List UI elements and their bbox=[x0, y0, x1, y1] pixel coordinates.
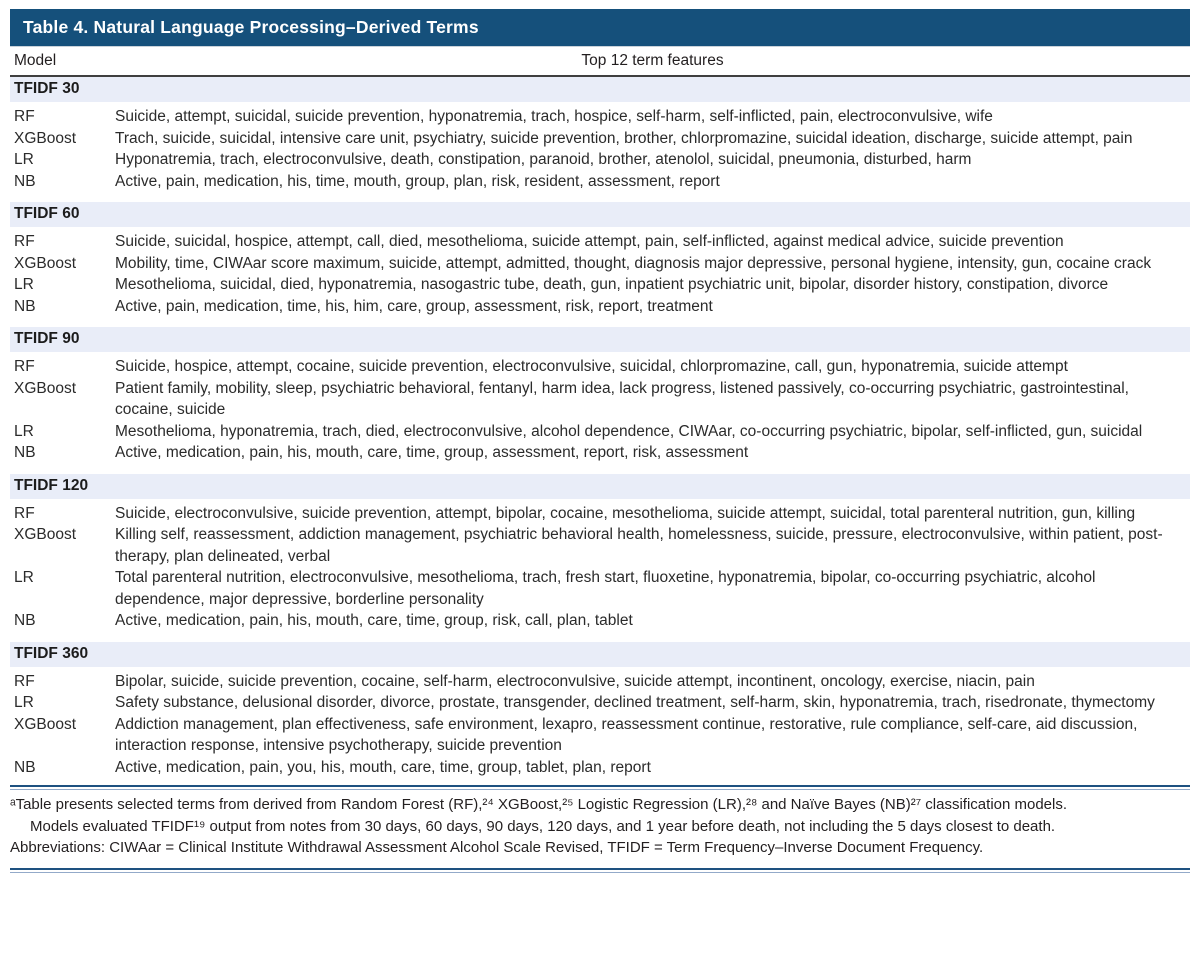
section-header: TFIDF 120 bbox=[10, 474, 1190, 499]
section-rows bbox=[10, 352, 1190, 467]
section-rows bbox=[10, 227, 1190, 320]
section-rows bbox=[10, 499, 1190, 635]
terms-cell: Hyponatremia, trach, electroconvulsive, death, constipation, paranoid, brother, atenolol, suicidal, pneumonia, disturbed, harm bbox=[115, 151, 972, 168]
section-header: TFIDF 360 bbox=[10, 642, 1190, 667]
table-row bbox=[10, 378, 1190, 421]
table-title: Table 4. Natural Language Processing–Derived Terms bbox=[23, 17, 479, 37]
table-row bbox=[10, 524, 1190, 567]
table-row bbox=[10, 253, 1190, 275]
table-row bbox=[10, 171, 1190, 193]
terms-cell: Active, medication, pain, his, mouth, care, time, group, risk, call, plan, tablet bbox=[115, 612, 633, 629]
table-row bbox=[10, 671, 1190, 693]
table-row bbox=[10, 149, 1190, 171]
terms-cell: Patient family, mobility, sleep, psychiatric behavioral, fentanyl, harm idea, lack progress, listened passively, co-occurring psychiatric, gastrointestinal, cocaine, suicide bbox=[115, 379, 1129, 418]
model-cell: NB bbox=[14, 172, 36, 190]
table-row bbox=[10, 567, 1190, 610]
model-cell: RF bbox=[14, 108, 35, 125]
terms-cell: Total parenteral nutrition, electroconvulsive, mesothelioma, trach, fresh start, fluoxetine, hyponatremia, bipolar, co-occurring psychiatric, alcohol dependence, major depressive, borderline personality bbox=[115, 569, 1096, 608]
table-row bbox=[10, 757, 1190, 779]
model-cell: LR bbox=[14, 422, 34, 440]
model-cell: XGBoost bbox=[14, 379, 77, 397]
model-cell: LR bbox=[14, 151, 34, 168]
column-header-features: Top 12 term features bbox=[581, 52, 724, 69]
section-rows bbox=[10, 667, 1190, 782]
terms-cell: Suicide, hospice, attempt, cocaine, suicide prevention, electroconvulsive, suicidal, chlorpromazine, call, gun, hyponatremia, suicide attempt bbox=[115, 358, 1068, 375]
terms-cell: Trach, suicide, suicidal, intensive care unit, psychiatry, suicide prevention, brother, chlorpromazine, suicidal ideation, discharge, suicide attempt, pain bbox=[115, 129, 1133, 147]
table-row bbox=[10, 274, 1190, 296]
table-row bbox=[10, 231, 1190, 253]
model-cell: RF bbox=[14, 672, 35, 690]
table-row bbox=[10, 692, 1190, 714]
terms-cell: Active, pain, medication, his, time, mouth, group, plan, risk, resident, assessment, report bbox=[115, 172, 720, 190]
terms-cell: Suicide, attempt, suicidal, suicide prevention, hyponatremia, trach, hospice, self-harm, self-inflicted, pain, electroconvulsive, wife bbox=[115, 108, 993, 125]
terms-cell: Killing self, reassessment, addiction management, psychiatric behavioral health, homelessness, suicide, pressure, electroconvulsive, within patient, post-therapy, plan delineated, verbal bbox=[115, 526, 1163, 565]
footnote-line-2: Models evaluated TFIDF¹⁹ output from notes from 30 days, 60 days, 90 days, 120 days, and 1 year before death, not including the 5 days closest to death. bbox=[30, 817, 1056, 835]
table-row bbox=[10, 442, 1190, 464]
table-row bbox=[10, 296, 1190, 318]
tfidf-section-90 bbox=[10, 327, 1190, 467]
footnote-line-3: Abbreviations: CIWAar = Clinical Institute Withdrawal Assessment Alcohol Scale Revised, TFIDF = Term Frequency–Inverse Document Frequency. bbox=[10, 839, 984, 856]
tfidf-section-60 bbox=[10, 202, 1190, 320]
terms-cell: Mobility, time, CIWAar score maximum, suicide, attempt, admitted, thought, diagnosis major depressive, personal hygiene, intensity, gun, cocaine crack bbox=[115, 254, 1152, 272]
table-row bbox=[10, 503, 1190, 525]
model-cell: XGBoost bbox=[14, 715, 77, 733]
table-row bbox=[10, 421, 1190, 443]
terms-cell: Mesothelioma, suicidal, died, hyponatremia, nasogastric tube, death, gun, inpatient psychiatric unit, bipolar, disorder history, constipation, divorce bbox=[115, 276, 1109, 293]
model-cell: RF bbox=[14, 233, 35, 250]
model-cell: RF bbox=[14, 504, 35, 522]
section-header: TFIDF 90 bbox=[10, 327, 1190, 352]
model-cell: XGBoost bbox=[14, 254, 77, 272]
terms-cell: Addiction management, plan effectiveness, safe environment, lexapro, reassessment continue, restorative, rule compliance, self-care, aid discussion, interaction response, intensive psychotherapy, suicide prevention bbox=[115, 715, 1138, 754]
section-rows bbox=[10, 102, 1190, 195]
section-header: TFIDF 30 bbox=[10, 77, 1190, 102]
model-cell: RF bbox=[14, 358, 35, 375]
model-cell: NB bbox=[14, 758, 36, 776]
model-cell: LR bbox=[14, 694, 34, 711]
table-footnotes bbox=[10, 790, 1190, 864]
model-cell: NB bbox=[14, 297, 36, 315]
table-row bbox=[10, 610, 1190, 632]
model-cell: XGBoost bbox=[14, 129, 77, 147]
section-header: TFIDF 60 bbox=[10, 202, 1190, 227]
model-cell: NB bbox=[14, 612, 36, 629]
table-row bbox=[10, 714, 1190, 757]
footnote-line-1: ᵃTable presents selected terms from derived from Random Forest (RF),²⁴ XGBoost,²⁵ Logistic Regression (LR),²⁸ and Naïve Bayes (NB)²⁷ classification models. bbox=[10, 796, 1068, 813]
terms-cell: Suicide, suicidal, hospice, attempt, call, died, mesothelioma, suicide attempt, pain, self-inflicted, against medical advice, suicide prevention bbox=[115, 233, 1064, 250]
model-cell: LR bbox=[14, 276, 34, 293]
table-title-bar bbox=[10, 9, 1190, 47]
terms-cell: Mesothelioma, hyponatremia, trach, died, electroconvulsive, alcohol dependence, CIWAar, co-occurring psychiatric, bipolar, self-inflicted, gun, suicidal bbox=[115, 422, 1143, 440]
terms-cell: Active, pain, medication, time, his, him, care, group, assessment, risk, report, treatment bbox=[115, 297, 713, 315]
terms-cell: Bipolar, suicide, suicide prevention, cocaine, self-harm, electroconvulsive, suicide attempt, incontinent, oncology, exercise, niacin, pain bbox=[115, 672, 1035, 690]
table-row bbox=[10, 106, 1190, 128]
model-cell: LR bbox=[14, 569, 34, 586]
column-header-row bbox=[10, 47, 1190, 77]
model-cell: XGBoost bbox=[14, 526, 77, 543]
model-cell: NB bbox=[14, 444, 36, 461]
column-header-model: Model bbox=[14, 52, 57, 69]
table-row bbox=[10, 356, 1190, 378]
terms-cell: Active, medication, pain, you, his, mouth, care, time, group, tablet, plan, report bbox=[115, 758, 651, 776]
terms-cell: Safety substance, delusional disorder, divorce, prostate, transgender, declined treatment, self-harm, skin, hyponatremia, trach, risedronate, thymectomy bbox=[115, 694, 1155, 711]
tfidf-section-360 bbox=[10, 642, 1190, 782]
table-row bbox=[10, 128, 1190, 150]
table-bottom-rule bbox=[10, 868, 1190, 873]
tfidf-section-120 bbox=[10, 474, 1190, 635]
tfidf-section-30 bbox=[10, 77, 1190, 195]
terms-cell: Active, medication, pain, his, mouth, care, time, group, assessment, report, risk, assessment bbox=[115, 444, 749, 461]
terms-cell: Suicide, electroconvulsive, suicide prevention, attempt, bipolar, cocaine, mesothelioma, suicide attempt, suicidal, total parenteral nutrition, gun, killing bbox=[115, 504, 1136, 522]
